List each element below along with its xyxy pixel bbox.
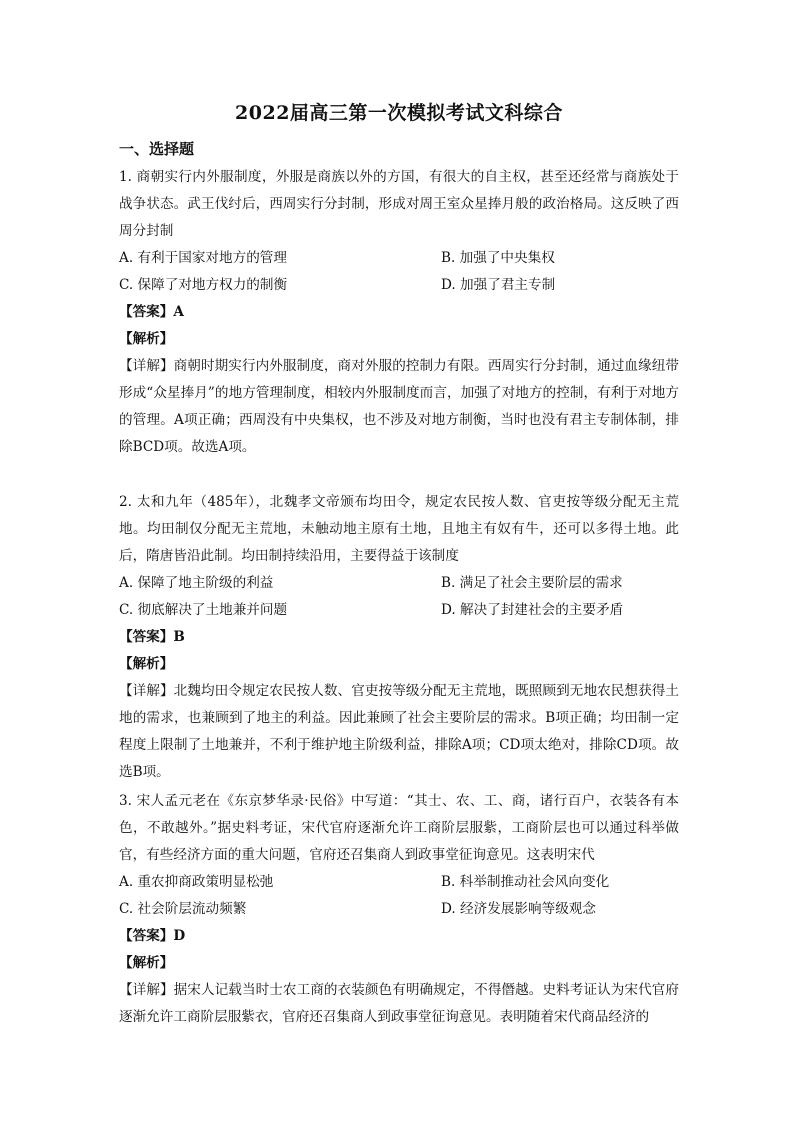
question-3 <box>119 788 679 1031</box>
option-list <box>119 869 679 923</box>
option-d: D. 解决了封建社会的主要矛盾 <box>441 602 624 618</box>
question-stem: 1. 商朝实行内外服制度，外服是商族以外的方国，有很大的自主权，甚至还经常与商族处于战争状态。武王伐纣后，西周实行分封制，形成对周王室众星捧月般的政治格局。这反映了西周分封制 <box>119 169 679 239</box>
answer-line: 【答案】A <box>119 304 184 320</box>
question-stem: 3. 宋人孟元老在《东京梦华录·民俗》中写道：“其士、农、工、商，诸行百户，衣装各有本色，不敢越外。”据史料考证，宋代官府逐渐允许工商阶层服紫，工商阶层也可以通过科举做官，有些经济方面的重大问题，官府还召集商人到政事堂征询意见。这表明宋代 <box>119 793 679 863</box>
question-stem: 2. 太和九年（485年），北魏孝文帝颁布均田令，规定农民按人数、官吏按等级分配无主荒地。均田制仅分配无主荒地，未触动地主原有土地，且地主有奴有牛，还可以多得土地。此后，隋唐皆沿此制。均田制持续沿用，主要得益于该制度 <box>119 494 679 564</box>
option-b: B. 科举制推动社会风向变化 <box>441 874 610 890</box>
analysis-heading: 【解析】 <box>119 656 174 672</box>
option-d: D. 加强了君主专制 <box>441 277 556 293</box>
detail-paragraph: 【详解】北魏均田令规定农民按人数、官吏按等级分配无主荒地，既照顾到无地农民想获得土地的需求，也兼顾到了地主的利益。因此兼顾了社会主要阶层的需求。B项正确；均田制一定程度上限制了土地兼并，不利于维护地主阶级利益，排除A项；CD项太绝对，排除CD项。故选B项。 <box>119 683 679 780</box>
detail-paragraph: 【详解】商朝时期实行内外服制度，商对外服的控制力有限。西周实行分封制，通过血缘纽带形成“众星捧月”的地方管理制度，相较内外服制度而言，加强了对地方的控制，有利于对地方的管理。A项正确；西周没有中央集权，也不涉及对地方制衡，当时也没有君主专制体制，排除BCD项。故选A项。 <box>119 358 679 455</box>
analysis-heading: 【解析】 <box>119 331 174 347</box>
option-c: C. 彻底解决了土地兼并问题 <box>119 602 288 618</box>
question-2 <box>119 489 679 786</box>
option-a: A. 保障了地主阶级的利益 <box>119 575 274 591</box>
page-title: 2022届高三第一次模拟考试文科综合 <box>235 102 563 124</box>
option-list <box>119 245 679 299</box>
detail-paragraph: 【详解】据宋人记载当时士农工商的衣装颜色有明确规定，不得僭越。史料考证认为宋代官府逐渐允许工商阶层服紫衣，官府还召集商人到政事堂征询意见。表明随着宋代商品经济的 <box>119 982 679 1025</box>
analysis-heading: 【解析】 <box>119 955 174 971</box>
answer-line: 【答案】D <box>119 928 186 944</box>
option-list <box>119 570 679 624</box>
question-1 <box>119 164 679 461</box>
option-a: A. 有利于国家对地方的管理 <box>119 250 287 266</box>
option-c: C. 保障了对地方权力的制衡 <box>119 277 288 293</box>
option-d: D. 经济发展影响等级观念 <box>441 901 596 917</box>
section-heading: 一、选择题 <box>119 140 195 158</box>
answer-line: 【答案】B <box>119 629 185 645</box>
option-b: B. 满足了社会主要阶层的需求 <box>441 575 623 591</box>
option-a: A. 重农抑商政策明显松弛 <box>119 874 274 890</box>
option-c: C. 社会阶层流动频繁 <box>119 901 247 917</box>
option-b: B. 加强了中央集权 <box>441 250 555 266</box>
